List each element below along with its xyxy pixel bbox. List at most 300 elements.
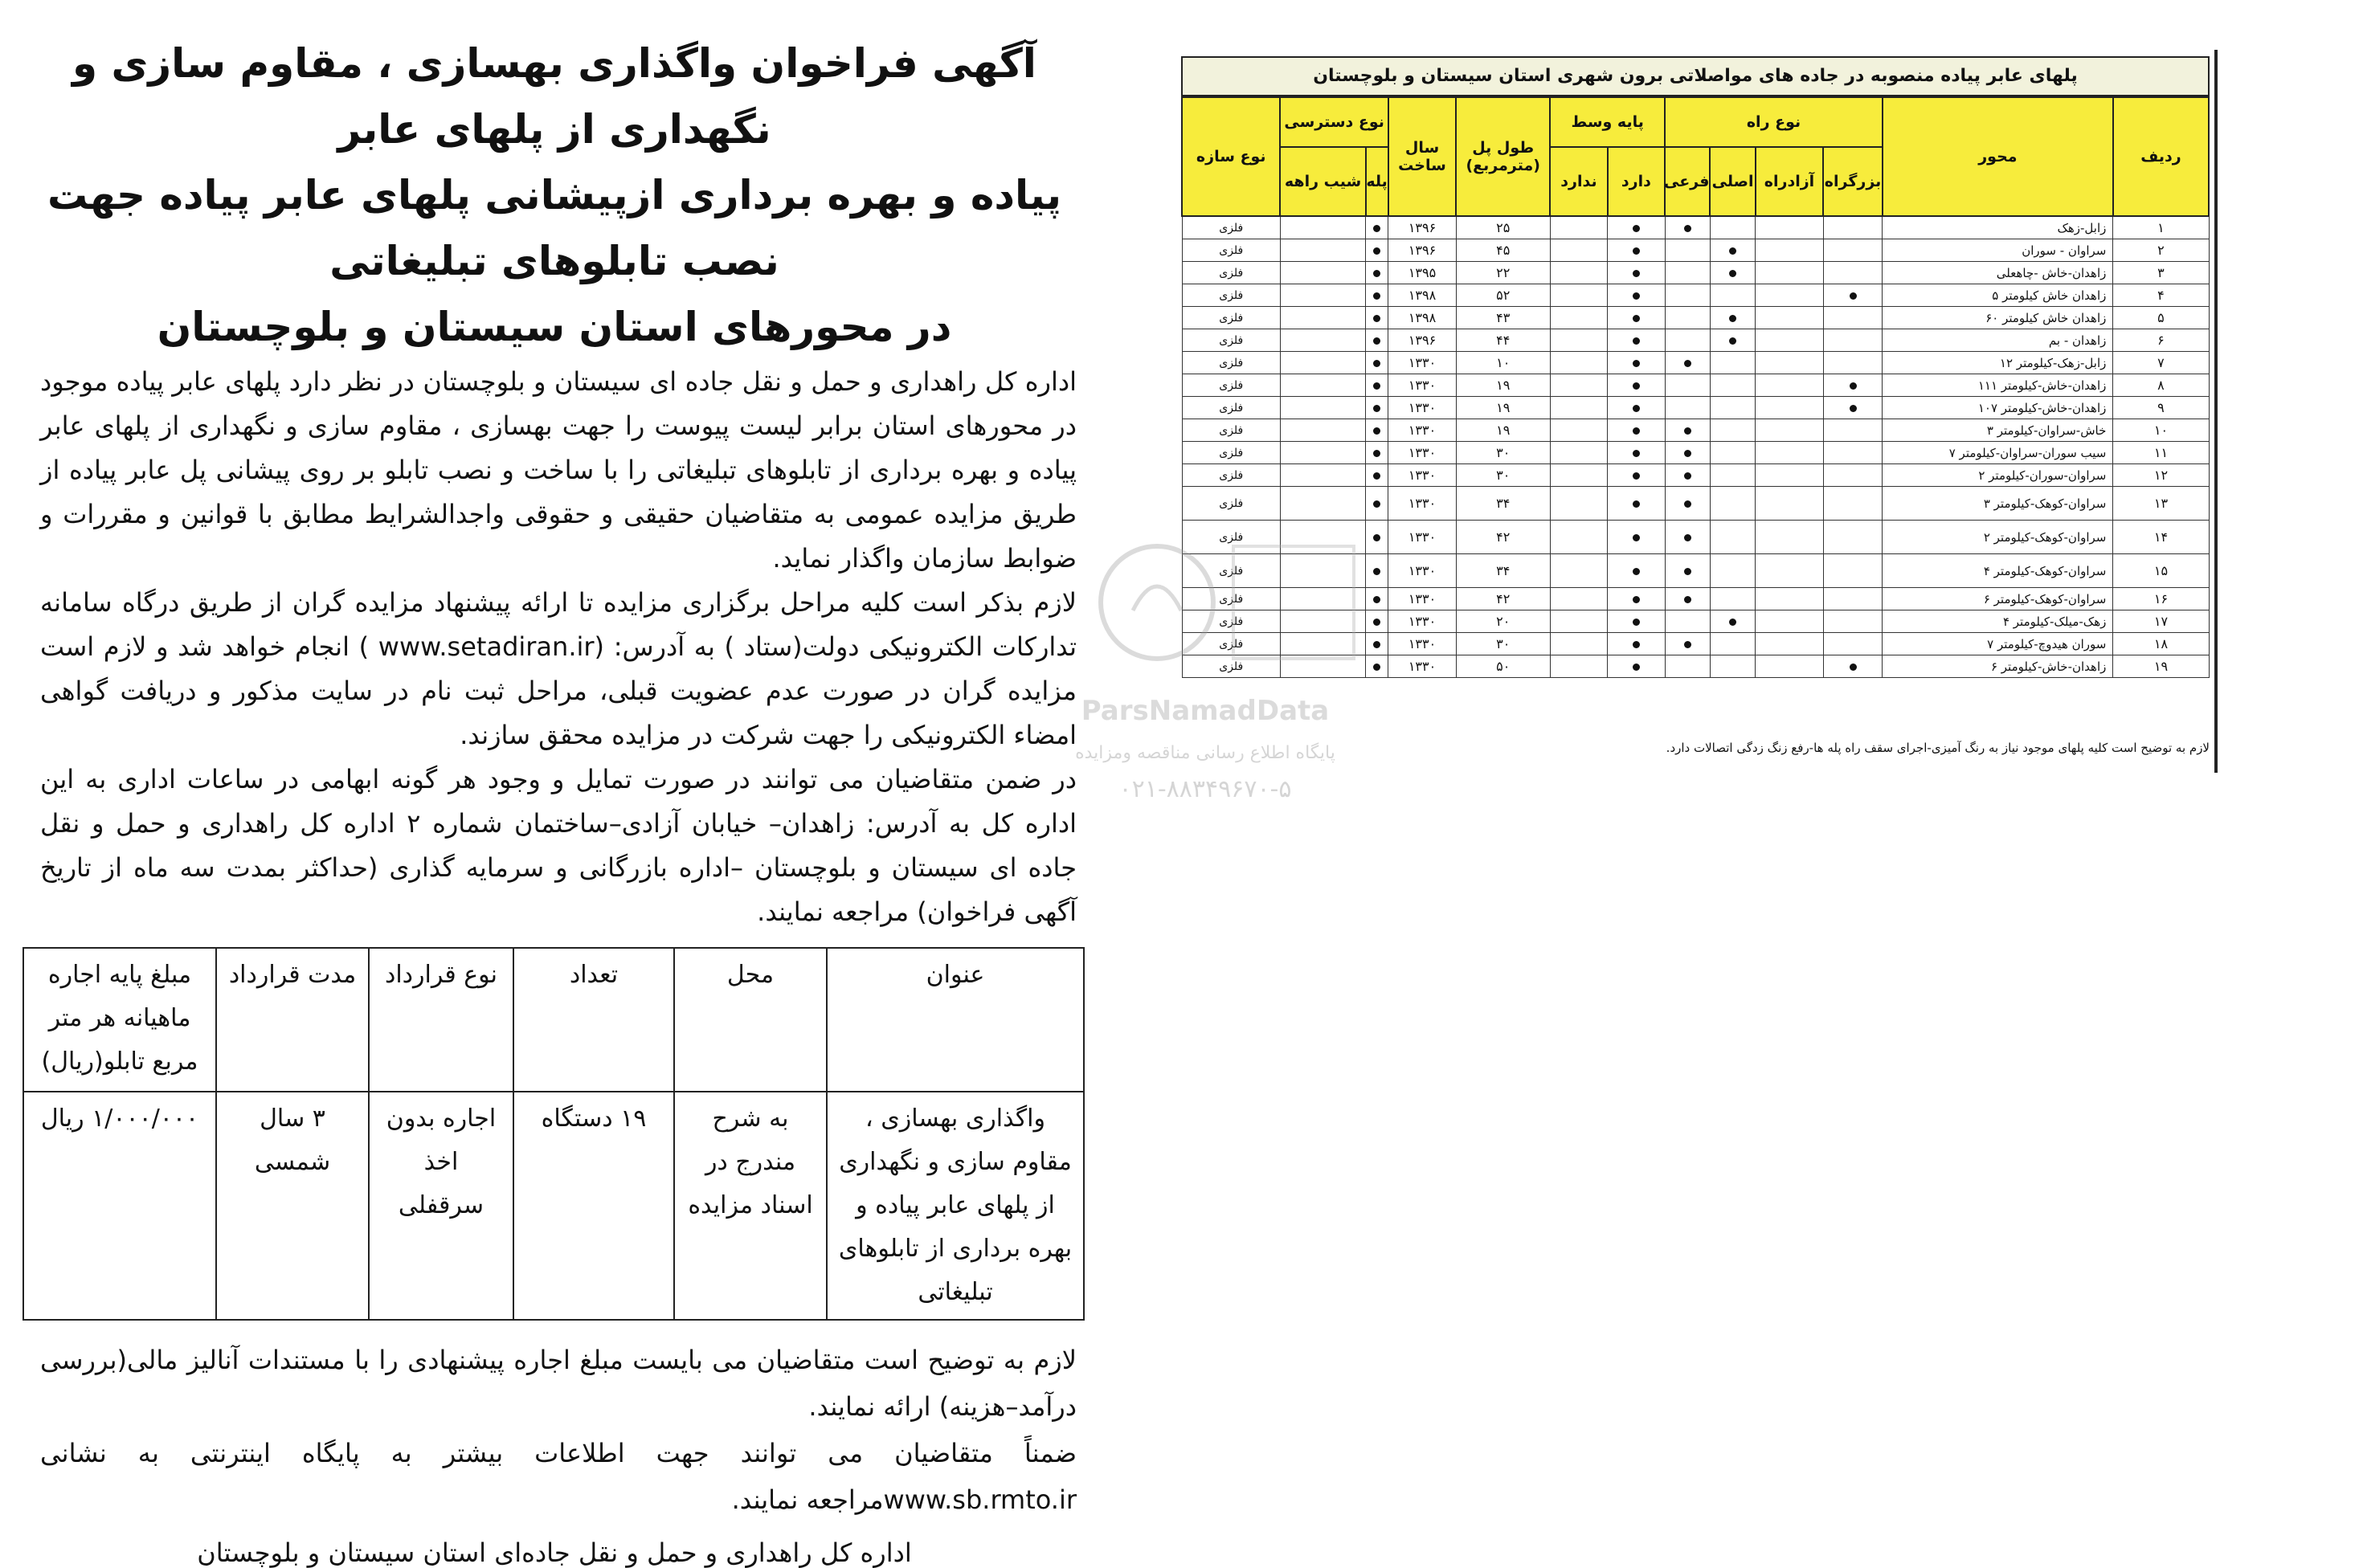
cell-expressway bbox=[1756, 487, 1823, 521]
bullet-mark-icon bbox=[1633, 427, 1640, 435]
cell-length: ۱۰ bbox=[1456, 352, 1550, 374]
contract-cell-location: به شرح مندرج در اسناد مزایده bbox=[674, 1092, 827, 1320]
cell-secondary-road bbox=[1665, 216, 1710, 239]
bullet-mark-icon bbox=[1684, 500, 1691, 508]
heading-line-1: آگهی فراخوان واگذاری بهسازی ، مقاوم سازی و نگهداری از پلهای عابر bbox=[72, 40, 1036, 153]
cell-stairs bbox=[1366, 216, 1388, 239]
cell-secondary-road bbox=[1665, 554, 1710, 588]
cell-length: ۲۲ bbox=[1456, 262, 1550, 284]
cell-row-no: ۴ bbox=[2113, 284, 2209, 307]
cell-expressway bbox=[1756, 374, 1823, 397]
bullet-mark-icon bbox=[1729, 337, 1736, 345]
cell-main-road bbox=[1710, 588, 1755, 610]
cell-year: ۱۳۳۰ bbox=[1388, 610, 1456, 633]
cell-structure: فلزی bbox=[1182, 352, 1280, 374]
cell-ramp bbox=[1280, 521, 1365, 554]
bullet-mark-icon bbox=[1373, 596, 1380, 603]
cell-year: ۱۳۳۰ bbox=[1388, 487, 1456, 521]
cell-main-road bbox=[1710, 397, 1755, 419]
cell-main-road bbox=[1710, 352, 1755, 374]
bridge-row bbox=[1182, 352, 2209, 374]
cell-median-yes bbox=[1608, 588, 1665, 610]
cell-structure: فلزی bbox=[1182, 374, 1280, 397]
cell-stairs bbox=[1366, 655, 1388, 678]
bullet-mark-icon bbox=[1684, 360, 1691, 367]
bullet-mark-icon bbox=[1684, 225, 1691, 232]
header-year: سال ساخت bbox=[1388, 97, 1456, 216]
contract-header-title: عنوان bbox=[827, 948, 1084, 1092]
cell-route: زاهدان - بم bbox=[1883, 329, 2113, 352]
cell-secondary-road bbox=[1665, 329, 1710, 352]
cell-ramp bbox=[1280, 262, 1365, 284]
bullet-mark-icon bbox=[1684, 450, 1691, 457]
contract-header-base-price: مبلغ پایه اجاره ماهیانه هر متر مربع تابلو(ریال) bbox=[23, 948, 216, 1092]
cell-secondary-road bbox=[1665, 588, 1710, 610]
cell-median-no bbox=[1550, 442, 1607, 464]
bullet-mark-icon bbox=[1373, 360, 1380, 367]
cell-stairs bbox=[1366, 633, 1388, 655]
cell-median-yes bbox=[1608, 374, 1665, 397]
cell-median-no bbox=[1550, 374, 1607, 397]
cell-year: ۱۳۹۸ bbox=[1388, 284, 1456, 307]
bullet-mark-icon bbox=[1373, 472, 1380, 480]
announcement-heading bbox=[24, 31, 1085, 360]
cell-row-no: ۷ bbox=[2113, 352, 2209, 374]
cell-median-yes bbox=[1608, 487, 1665, 521]
cell-ramp bbox=[1280, 352, 1365, 374]
bullet-mark-icon bbox=[1633, 405, 1640, 412]
header-structure: نوع سازه bbox=[1182, 97, 1280, 216]
cell-freeway bbox=[1823, 554, 1883, 588]
cell-expressway bbox=[1756, 397, 1823, 419]
cell-year: ۱۳۹۵ bbox=[1388, 262, 1456, 284]
cell-length: ۴۳ bbox=[1456, 307, 1550, 329]
bullet-mark-icon bbox=[1633, 382, 1640, 390]
cell-median-yes bbox=[1608, 329, 1665, 352]
cell-median-no bbox=[1550, 588, 1607, 610]
announcement bbox=[24, 31, 1085, 1568]
cell-median-no bbox=[1550, 239, 1607, 262]
bridge-row bbox=[1182, 464, 2209, 487]
bullet-mark-icon bbox=[1373, 270, 1380, 277]
bridge-row bbox=[1182, 487, 2209, 521]
cell-median-no bbox=[1550, 284, 1607, 307]
bridge-table-section bbox=[1181, 50, 2218, 776]
cell-secondary-road bbox=[1665, 464, 1710, 487]
cell-expressway bbox=[1756, 262, 1823, 284]
bullet-mark-icon bbox=[1373, 534, 1380, 541]
bridge-row bbox=[1182, 610, 2209, 633]
cell-median-yes bbox=[1608, 307, 1665, 329]
cell-stairs bbox=[1366, 521, 1388, 554]
cell-ramp bbox=[1280, 464, 1365, 487]
cell-row-no: ۱۷ bbox=[2113, 610, 2209, 633]
paragraph-procedure: لازم بذکر است کلیه مراحل برگزاری مزایده تا ارائه پیشنهاد مزایده گران از طریق درگاه سامانه تدارکات الکترونیکی دولت(ستاد ) به آدرس: (www.setadiran.ir ) انجام خواهد شد و لازم است مزایده گران در صورت عدم عضویت قبلی، مراحل ثبت نام در سایت مذکور و دریافت گواهی امضاء الکترونیکی را جهت شرکت در مزایده محقق سازند. bbox=[40, 587, 1077, 750]
cell-ramp bbox=[1280, 397, 1365, 419]
cell-structure: فلزی bbox=[1182, 521, 1280, 554]
cell-median-yes bbox=[1608, 442, 1665, 464]
cell-median-yes bbox=[1608, 655, 1665, 678]
bullet-mark-icon bbox=[1729, 315, 1736, 322]
bullet-mark-icon bbox=[1373, 315, 1380, 322]
cell-median-yes bbox=[1608, 464, 1665, 487]
cell-structure: فلزی bbox=[1182, 610, 1280, 633]
bullet-mark-icon bbox=[1850, 405, 1857, 412]
cell-secondary-road bbox=[1665, 307, 1710, 329]
cell-length: ۴۲ bbox=[1456, 521, 1550, 554]
cell-length: ۳۰ bbox=[1456, 464, 1550, 487]
bridge-table-body bbox=[1182, 216, 2209, 678]
bullet-mark-icon bbox=[1373, 641, 1380, 648]
contract-cell-count: ۱۹ دستگاه bbox=[513, 1092, 674, 1320]
cell-year: ۱۳۳۰ bbox=[1388, 419, 1456, 442]
cell-year: ۱۳۳۰ bbox=[1388, 352, 1456, 374]
cell-freeway bbox=[1823, 216, 1883, 239]
cell-median-no bbox=[1550, 487, 1607, 521]
cell-main-road bbox=[1710, 464, 1755, 487]
cell-expressway bbox=[1756, 442, 1823, 464]
cell-year: ۱۳۳۰ bbox=[1388, 521, 1456, 554]
bullet-mark-icon bbox=[1684, 641, 1691, 648]
cell-row-no: ۱۲ bbox=[2113, 464, 2209, 487]
bullet-mark-icon bbox=[1850, 292, 1857, 300]
cell-expressway bbox=[1756, 588, 1823, 610]
bullet-mark-icon bbox=[1373, 382, 1380, 390]
cell-row-no: ۵ bbox=[2113, 307, 2209, 329]
cell-freeway bbox=[1823, 487, 1883, 521]
cell-main-road bbox=[1710, 374, 1755, 397]
cell-ramp bbox=[1280, 442, 1365, 464]
cell-freeway bbox=[1823, 352, 1883, 374]
cell-year: ۱۳۹۶ bbox=[1388, 216, 1456, 239]
cell-main-road bbox=[1710, 633, 1755, 655]
cell-median-no bbox=[1550, 655, 1607, 678]
cell-expressway bbox=[1756, 352, 1823, 374]
cell-route: زابل-زهک-کیلومتر ۱۲ bbox=[1883, 352, 2113, 374]
cell-median-no bbox=[1550, 262, 1607, 284]
cell-row-no: ۹ bbox=[2113, 397, 2209, 419]
cell-median-yes bbox=[1608, 216, 1665, 239]
cell-row-no: ۱۱ bbox=[2113, 442, 2209, 464]
watermark-brand: ParsNamadData bbox=[1081, 695, 1330, 727]
cell-structure: فلزی bbox=[1182, 329, 1280, 352]
cell-route: زاهدان-خاش-کیلومتر ۶ bbox=[1883, 655, 2113, 678]
cell-median-no bbox=[1550, 521, 1607, 554]
header-access: نوع دسترسی bbox=[1280, 97, 1388, 147]
cell-year: ۱۳۳۰ bbox=[1388, 633, 1456, 655]
cell-ramp bbox=[1280, 610, 1365, 633]
bullet-mark-icon bbox=[1684, 596, 1691, 603]
cell-stairs bbox=[1366, 487, 1388, 521]
cell-main-road bbox=[1710, 442, 1755, 464]
cell-route: سراوان-کوهک-کیلومتر ۶ bbox=[1883, 588, 2113, 610]
header-freeway: بزرگراه bbox=[1823, 147, 1883, 216]
cell-median-no bbox=[1550, 307, 1607, 329]
cell-length: ۱۹ bbox=[1456, 397, 1550, 419]
cell-route: زاهدان-خاش -چاهعلی bbox=[1883, 262, 2113, 284]
cell-freeway bbox=[1823, 655, 1883, 678]
cell-secondary-road bbox=[1665, 397, 1710, 419]
cell-structure: فلزی bbox=[1182, 419, 1280, 442]
cell-main-road bbox=[1710, 329, 1755, 352]
cell-stairs bbox=[1366, 262, 1388, 284]
cell-stairs bbox=[1366, 374, 1388, 397]
cell-expressway bbox=[1756, 329, 1823, 352]
signature: اداره کل راهداری و حمل و نقل جاده‌ای استان سیستان و بلوچستان bbox=[197, 1537, 912, 1568]
cell-median-yes bbox=[1608, 352, 1665, 374]
cell-route: زاهدان خاش کیلومتر ۶۰ bbox=[1883, 307, 2113, 329]
cell-median-yes bbox=[1608, 397, 1665, 419]
cell-year: ۱۳۳۰ bbox=[1388, 442, 1456, 464]
cell-stairs bbox=[1366, 588, 1388, 610]
cell-stairs bbox=[1366, 329, 1388, 352]
bridge-row bbox=[1182, 633, 2209, 655]
contract-table-header bbox=[23, 948, 1084, 1092]
cell-structure: فلزی bbox=[1182, 262, 1280, 284]
bridge-row bbox=[1182, 307, 2209, 329]
frame-line bbox=[2214, 50, 2218, 773]
bullet-mark-icon bbox=[1633, 500, 1640, 508]
header-row-no: ردیف bbox=[2113, 97, 2209, 216]
note-financial-analysis: لازم به توضیح است متقاضیان می بایست مبلغ اجاره پیشنهادی را با مستندات آنالیز مالی(بررسی درآمد–هزینه) ارائه نمایند. bbox=[40, 1345, 1077, 1422]
cell-freeway bbox=[1823, 588, 1883, 610]
cell-expressway bbox=[1756, 284, 1823, 307]
bullet-mark-icon bbox=[1373, 337, 1380, 345]
cell-ramp bbox=[1280, 655, 1365, 678]
header-secondary-road: فرعی bbox=[1665, 147, 1710, 216]
cell-structure: فلزی bbox=[1182, 464, 1280, 487]
bullet-mark-icon bbox=[1633, 360, 1640, 367]
bullet-mark-icon bbox=[1373, 405, 1380, 412]
cell-expressway bbox=[1756, 610, 1823, 633]
cell-main-road bbox=[1710, 521, 1755, 554]
cell-route: سراوان - سوران bbox=[1883, 239, 2113, 262]
bridge-table bbox=[1181, 96, 2210, 678]
bullet-mark-icon bbox=[1850, 664, 1857, 671]
cell-freeway bbox=[1823, 262, 1883, 284]
cell-expressway bbox=[1756, 419, 1823, 442]
bridge-row bbox=[1182, 521, 2209, 554]
cell-year: ۱۳۳۰ bbox=[1388, 374, 1456, 397]
header-main-road: اصلی bbox=[1710, 147, 1755, 216]
cell-main-road bbox=[1710, 284, 1755, 307]
bullet-mark-icon bbox=[1373, 664, 1380, 671]
cell-median-no bbox=[1550, 610, 1607, 633]
contract-header-count: تعداد bbox=[513, 948, 674, 1092]
cell-structure: فلزی bbox=[1182, 397, 1280, 419]
cell-year: ۱۳۳۰ bbox=[1388, 464, 1456, 487]
cell-length: ۱۹ bbox=[1456, 374, 1550, 397]
cell-ramp bbox=[1280, 419, 1365, 442]
bridge-row bbox=[1182, 216, 2209, 239]
cell-stairs bbox=[1366, 464, 1388, 487]
bridge-row bbox=[1182, 397, 2209, 419]
bullet-mark-icon bbox=[1684, 568, 1691, 575]
cell-secondary-road bbox=[1665, 633, 1710, 655]
bridge-row bbox=[1182, 374, 2209, 397]
bullet-mark-icon bbox=[1633, 641, 1640, 648]
cell-structure: فلزی bbox=[1182, 588, 1280, 610]
cell-length: ۳۴ bbox=[1456, 554, 1550, 588]
cell-year: ۱۳۹۸ bbox=[1388, 307, 1456, 329]
bullet-mark-icon bbox=[1633, 619, 1640, 626]
cell-stairs bbox=[1366, 419, 1388, 442]
bullet-mark-icon bbox=[1729, 270, 1736, 277]
contract-header-duration: مدت قرارداد bbox=[216, 948, 369, 1092]
cell-route: خاش-سراوان-کیلومتر ۳ bbox=[1883, 419, 2113, 442]
cell-structure: فلزی bbox=[1182, 633, 1280, 655]
bridge-table-footnote: لازم به توضیح است کلیه پلهای موجود نیاز به رنگ آمیزی-اجرای سقف راه پله ها-رفع زنگ زدگی اتصالات دارد. bbox=[1666, 741, 2210, 755]
paragraph-contact: در ضمن متقاضیان می توانند در صورت تمایل و وجود هر گونه ابهامی در ساعات اداری به این اداره کل به آدرس: زاهدان– خیابان آزادی–ساختمان شماره ۲ اداره کل راهداری و حمل و نقل جاده ای سیستان و بلوچستان –اداره بازرگانی و سرمایه گذاری (حداکثر بمدت سه ماه از تاریخ آگهی فراخوان) مراجعه نمایند. bbox=[40, 764, 1077, 927]
contract-header-type: نوع قرارداد bbox=[369, 948, 513, 1092]
cell-length: ۳۰ bbox=[1456, 633, 1550, 655]
cell-expressway bbox=[1756, 521, 1823, 554]
cell-secondary-road bbox=[1665, 284, 1710, 307]
cell-main-road bbox=[1710, 419, 1755, 442]
bullet-mark-icon bbox=[1684, 472, 1691, 480]
cell-year: ۱۳۳۰ bbox=[1388, 397, 1456, 419]
cell-freeway bbox=[1823, 419, 1883, 442]
cell-median-yes bbox=[1608, 419, 1665, 442]
cell-median-yes bbox=[1608, 239, 1665, 262]
bullet-mark-icon bbox=[1633, 534, 1640, 541]
bullet-mark-icon bbox=[1633, 568, 1640, 575]
cell-freeway bbox=[1823, 239, 1883, 262]
cell-median-no bbox=[1550, 554, 1607, 588]
bridge-row bbox=[1182, 419, 2209, 442]
cell-secondary-road bbox=[1665, 655, 1710, 678]
cell-expressway bbox=[1756, 307, 1823, 329]
cell-median-no bbox=[1550, 464, 1607, 487]
cell-median-no bbox=[1550, 419, 1607, 442]
cell-main-road bbox=[1710, 239, 1755, 262]
contract-cell-base-price: ۱/۰۰۰/۰۰۰ ریال bbox=[23, 1092, 216, 1320]
bridge-table-title: پلهای عابر پیاده منصوبه در جاده های مواصلاتی برون شهری استان سیستان و بلوچستان bbox=[1181, 56, 2210, 96]
cell-stairs bbox=[1366, 352, 1388, 374]
cell-structure: فلزی bbox=[1182, 442, 1280, 464]
cell-median-no bbox=[1550, 216, 1607, 239]
cell-ramp bbox=[1280, 554, 1365, 588]
cell-main-road bbox=[1710, 554, 1755, 588]
header-expressway: آزادراه bbox=[1756, 147, 1823, 216]
bullet-mark-icon bbox=[1373, 427, 1380, 435]
bridge-row bbox=[1182, 284, 2209, 307]
cell-ramp bbox=[1280, 633, 1365, 655]
cell-expressway bbox=[1756, 554, 1823, 588]
cell-secondary-road bbox=[1665, 610, 1710, 633]
note-website: ضمناً متقاضیان می توانند جهت اطلاعات بیشتر به پایگاه اینترنتی به نشانی www.sb.rmto.irمراجعه نمایند. bbox=[40, 1438, 1077, 1515]
cell-stairs bbox=[1366, 554, 1388, 588]
cell-median-yes bbox=[1608, 633, 1665, 655]
cell-median-no bbox=[1550, 397, 1607, 419]
header-stairs: پله bbox=[1366, 147, 1388, 216]
cell-length: ۱۹ bbox=[1456, 419, 1550, 442]
contract-table-row bbox=[23, 1092, 1084, 1320]
cell-row-no: ۱۴ bbox=[2113, 521, 2209, 554]
cell-freeway bbox=[1823, 442, 1883, 464]
cell-freeway bbox=[1823, 610, 1883, 633]
cell-ramp bbox=[1280, 487, 1365, 521]
cell-length: ۲۵ bbox=[1456, 216, 1550, 239]
header-length: طول پل (مترمربع) bbox=[1456, 97, 1550, 216]
cell-stairs bbox=[1366, 397, 1388, 419]
contract-table bbox=[22, 947, 1085, 1321]
cell-expressway bbox=[1756, 633, 1823, 655]
cell-freeway bbox=[1823, 464, 1883, 487]
bullet-mark-icon bbox=[1633, 315, 1640, 322]
cell-route: زاهدان-خاش-کیلومتر ۱۱۱ bbox=[1883, 374, 2113, 397]
cell-median-yes bbox=[1608, 521, 1665, 554]
cell-year: ۱۳۳۰ bbox=[1388, 655, 1456, 678]
bullet-mark-icon bbox=[1633, 337, 1640, 345]
cell-ramp bbox=[1280, 374, 1365, 397]
cell-length: ۳۴ bbox=[1456, 487, 1550, 521]
contract-header-location: محل bbox=[674, 948, 827, 1092]
cell-stairs bbox=[1366, 284, 1388, 307]
watermark-phone: ۰۲۱-۸۸۳۴۹۶۷۰-۵ bbox=[1118, 775, 1292, 803]
cell-median-no bbox=[1550, 329, 1607, 352]
cell-structure: فلزی bbox=[1182, 554, 1280, 588]
bullet-mark-icon bbox=[1633, 225, 1640, 232]
cell-row-no: ۳ bbox=[2113, 262, 2209, 284]
cell-row-no: ۱۳ bbox=[2113, 487, 2209, 521]
cell-structure: فلزی bbox=[1182, 307, 1280, 329]
cell-stairs bbox=[1366, 239, 1388, 262]
cell-expressway bbox=[1756, 239, 1823, 262]
bridge-row bbox=[1182, 329, 2209, 352]
cell-year: ۱۳۳۰ bbox=[1388, 588, 1456, 610]
cell-year: ۱۳۳۰ bbox=[1388, 554, 1456, 588]
cell-ramp bbox=[1280, 329, 1365, 352]
cell-secondary-road bbox=[1665, 487, 1710, 521]
cell-row-no: ۱۰ bbox=[2113, 419, 2209, 442]
contract-cell-type: اجاره بدون اخذ سرقفلی bbox=[369, 1092, 513, 1320]
cell-main-road bbox=[1710, 610, 1755, 633]
header-ramp: شیب راهه bbox=[1280, 147, 1365, 216]
bridge-header-row-1 bbox=[1182, 97, 2209, 147]
cell-year: ۱۳۹۶ bbox=[1388, 239, 1456, 262]
bridge-row bbox=[1182, 655, 2209, 678]
cell-length: ۴۲ bbox=[1456, 588, 1550, 610]
bullet-mark-icon bbox=[1373, 247, 1380, 255]
cell-median-no bbox=[1550, 352, 1607, 374]
cell-year: ۱۳۹۶ bbox=[1388, 329, 1456, 352]
cell-median-yes bbox=[1608, 262, 1665, 284]
cell-route: سیب سوران-سراوان-کیلومتر ۷ bbox=[1883, 442, 2113, 464]
bridge-row bbox=[1182, 262, 2209, 284]
cell-freeway bbox=[1823, 521, 1883, 554]
cell-secondary-road bbox=[1665, 521, 1710, 554]
cell-route: سراوان-کوهک-کیلومتر ۴ bbox=[1883, 554, 2113, 588]
cell-median-yes bbox=[1608, 554, 1665, 588]
cell-main-road bbox=[1710, 655, 1755, 678]
cell-row-no: ۸ bbox=[2113, 374, 2209, 397]
cell-ramp bbox=[1280, 588, 1365, 610]
cell-row-no: ۱ bbox=[2113, 216, 2209, 239]
bullet-mark-icon bbox=[1373, 292, 1380, 300]
bullet-mark-icon bbox=[1373, 225, 1380, 232]
header-median-no: ندارد bbox=[1550, 147, 1607, 216]
cell-length: ۲۰ bbox=[1456, 610, 1550, 633]
watermark-tagline: پایگاه اطلاع رسانی مناقصه ومزایده bbox=[1075, 743, 1335, 763]
cell-expressway bbox=[1756, 216, 1823, 239]
bullet-mark-icon bbox=[1373, 450, 1380, 457]
cell-secondary-road bbox=[1665, 419, 1710, 442]
cell-route: سراوان-کوهک-کیلومتر ۲ bbox=[1883, 521, 2113, 554]
bullet-mark-icon bbox=[1633, 664, 1640, 671]
cell-length: ۴۵ bbox=[1456, 239, 1550, 262]
cell-length: ۴۴ bbox=[1456, 329, 1550, 352]
